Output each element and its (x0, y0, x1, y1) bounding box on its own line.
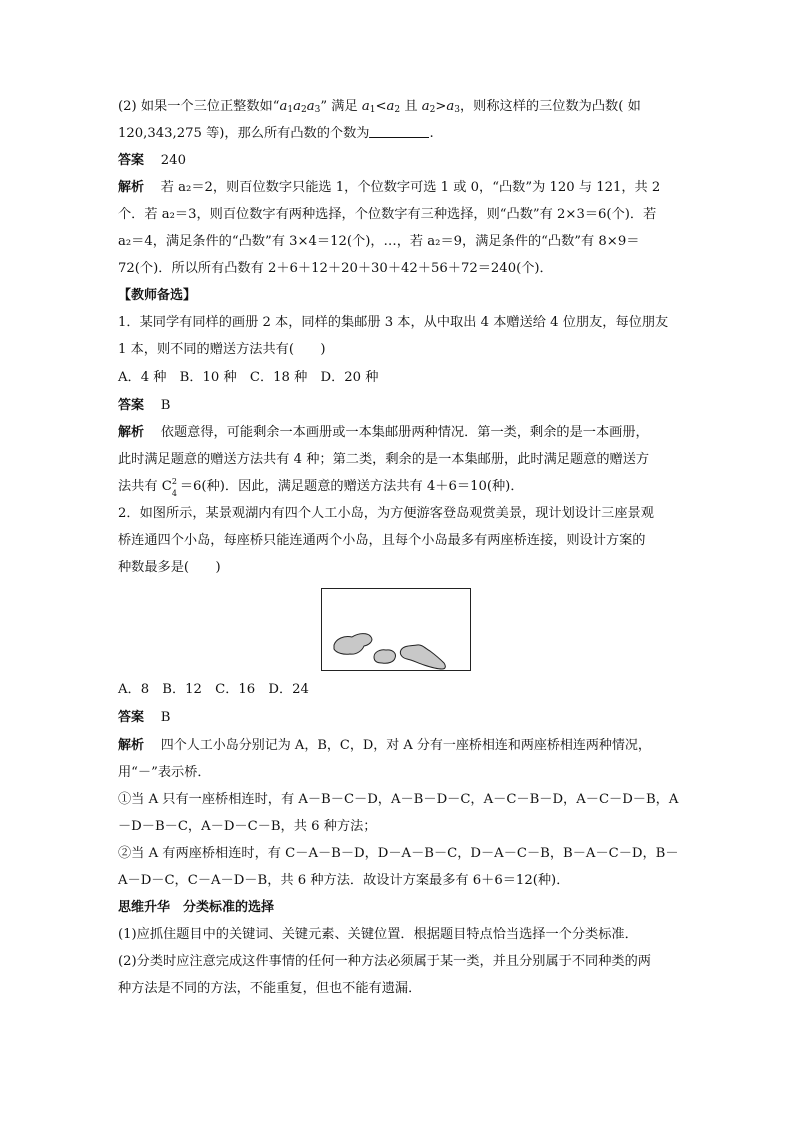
explanation-text: 个．若 a₂＝3，则百位数字有两种选择，个位数字有三种选择，则“凸数”有 2×3＝6(个)．若 (118, 207, 657, 222)
explanation-text: 用“－”表示桥． (118, 765, 211, 780)
answer-row (118, 151, 688, 171)
explanation-line (118, 423, 688, 443)
explanation-line (118, 205, 688, 225)
explanation-line (118, 232, 688, 252)
explanation-line (118, 259, 688, 279)
answer-label: 答案 (118, 153, 145, 168)
problem-text: 种数最多是( ) (118, 560, 221, 575)
problem-2-line (118, 531, 688, 551)
summary-text: (2)分类时应注意完成这件事情的任何一种方法必须属于某一类，并且分别属于不同种类的两 (118, 954, 651, 969)
problem-1-options: A．4 种 B．10 种 C．18 种 D．20 种 (118, 370, 379, 385)
q2-text: ，则称这样的三位数为凸数( 如 (459, 99, 641, 114)
explanation-label: 解析 (118, 180, 145, 195)
explanation-line (118, 736, 688, 756)
combination-indices (171, 477, 180, 498)
combination-superscript: 2 (171, 477, 177, 486)
explanation-text: 依题意得，可能剩余一本画册或一本集邮册两种情况．第一类，剩余的是一本画册， (160, 425, 649, 440)
island-3 (400, 645, 445, 669)
explanation-label: 解析 (118, 738, 145, 753)
explanation-text: 此时满足题意的赠送方法共有 4 种；第二类，剩余的是一本集邮册，此时满足题意的赠送方 (118, 452, 650, 467)
island-2 (374, 650, 395, 663)
combination-subscript: 4 (171, 489, 177, 498)
lake-islands-figure (321, 588, 471, 671)
explanation-text: 法共有 C (118, 479, 172, 494)
q2-line-1: (2) 如果一个三位正整数如“$a_1a_2a_3$” 满足 $a_1<a_2$ 且 $a_2>a_3$，则称这样的三位数为凸数( 如 (118, 99, 641, 115)
explanation-line (118, 477, 688, 497)
islands-illustration (322, 589, 472, 672)
explanation-text: ①当 A 只有一座桥相连时，有 A－B－C－D，A－B－D－C，A－C－B－D，A－C－D－B，A (118, 792, 679, 807)
explanation-text: 72(个)．所以所有凸数有 2＋6＋12＋20＋30＋42＋56＋72＝240(个)． (118, 261, 553, 276)
explanation-line (118, 844, 688, 864)
q2-text: . (429, 126, 434, 141)
problem-2-line (118, 504, 688, 524)
explanation-text: ＝6(种)．因此，满足题意的赠送方法共有 4＋6＝10(种)． (179, 479, 524, 494)
explanation-line (118, 763, 688, 783)
problem-text: 1．某同学有同样的画册 2 本，同样的集邮册 3 本，从中取出 4 本赠送给 4 位朋友，每位朋友 (118, 315, 669, 330)
summary-line (118, 952, 688, 972)
explanation-line (118, 817, 688, 837)
explanation-line (118, 790, 688, 810)
q2-text: (2) 如果一个三位正整数如“ (118, 99, 280, 114)
explanation-text: －D－B－C，A－D－C－B，共 6 种方法； (118, 819, 377, 834)
summary-line (118, 925, 688, 945)
answer-blank (369, 125, 429, 138)
problem-1-line (118, 313, 688, 333)
q2-text: 120,343,275 等)，那么所有凸数的个数为 (118, 126, 370, 141)
answer-label: 答案 (118, 398, 145, 413)
answer-row (118, 396, 688, 416)
explanation-text: A－D－C，C－A－D－B，共 6 种方法．故设计方案最多有 6＋6＝12(种)． (118, 873, 570, 888)
q2-text: 且 (400, 99, 422, 114)
summary-line (118, 979, 688, 999)
explanation-line (118, 871, 688, 891)
problem-text: 1 本，则不同的赠送方法共有( ) (118, 342, 326, 357)
answer-row (118, 708, 688, 728)
q2-text: ” 满足 (320, 99, 362, 114)
answer-value: B (160, 398, 171, 413)
problem-1-line (118, 340, 688, 360)
summary-text: 种方法是不同的方法，不能重复，但也不能有遗漏． (118, 981, 422, 996)
teacher-section-heading: 【教师备选】 (118, 288, 197, 303)
explanation-text: 若 a₂＝2，则百位数字只能选 1，个位数字可选 1 或 0，“凸数”为 120 与 121，共 2 (160, 180, 661, 195)
answer-value: B (160, 710, 171, 725)
summary-text: (1)应抓住题目中的关键词、关键元素、关键位置．根据题目特点恰当选择一个分类标准． (118, 927, 638, 942)
island-1 (334, 634, 372, 655)
explanation-text: 四个人工小岛分别记为 A，B，C，D，对 A 分有一座桥相连和两座桥相连两种情况， (160, 738, 651, 753)
problem-2-line (118, 558, 688, 578)
q2-line-2 (118, 124, 688, 144)
problem-2-options: A．8 B．12 C．16 D．24 (118, 682, 309, 697)
explanation-label: 解析 (118, 425, 145, 440)
summary-title: 思维升华 分类标准的选择 (118, 900, 275, 915)
explanation-line (118, 178, 688, 198)
explanation-line (118, 450, 688, 470)
answer-value: 240 (160, 153, 186, 168)
explanation-text: a₂＝4，满足条件的“凸数”有 3×4＝12(个)，…，若 a₂＝9，满足条件的“凸数”有 8×9＝ (118, 234, 640, 249)
problem-text: 2．如图所示，某景观湖内有四个人工小岛，为方便游客登岛观赏美景，现计划设计三座景观 (118, 506, 654, 521)
problem-text: 桥连通四个小岛，每座桥只能连通两个小岛，且每个小岛最多有两座桥连接，则设计方案的 (118, 533, 646, 548)
answer-label: 答案 (118, 710, 145, 725)
explanation-text: ②当 A 有两座桥相连时，有 C－A－B－D，D－A－B－C，D－A－C－B，B－A－C－D，B－ (118, 846, 679, 861)
